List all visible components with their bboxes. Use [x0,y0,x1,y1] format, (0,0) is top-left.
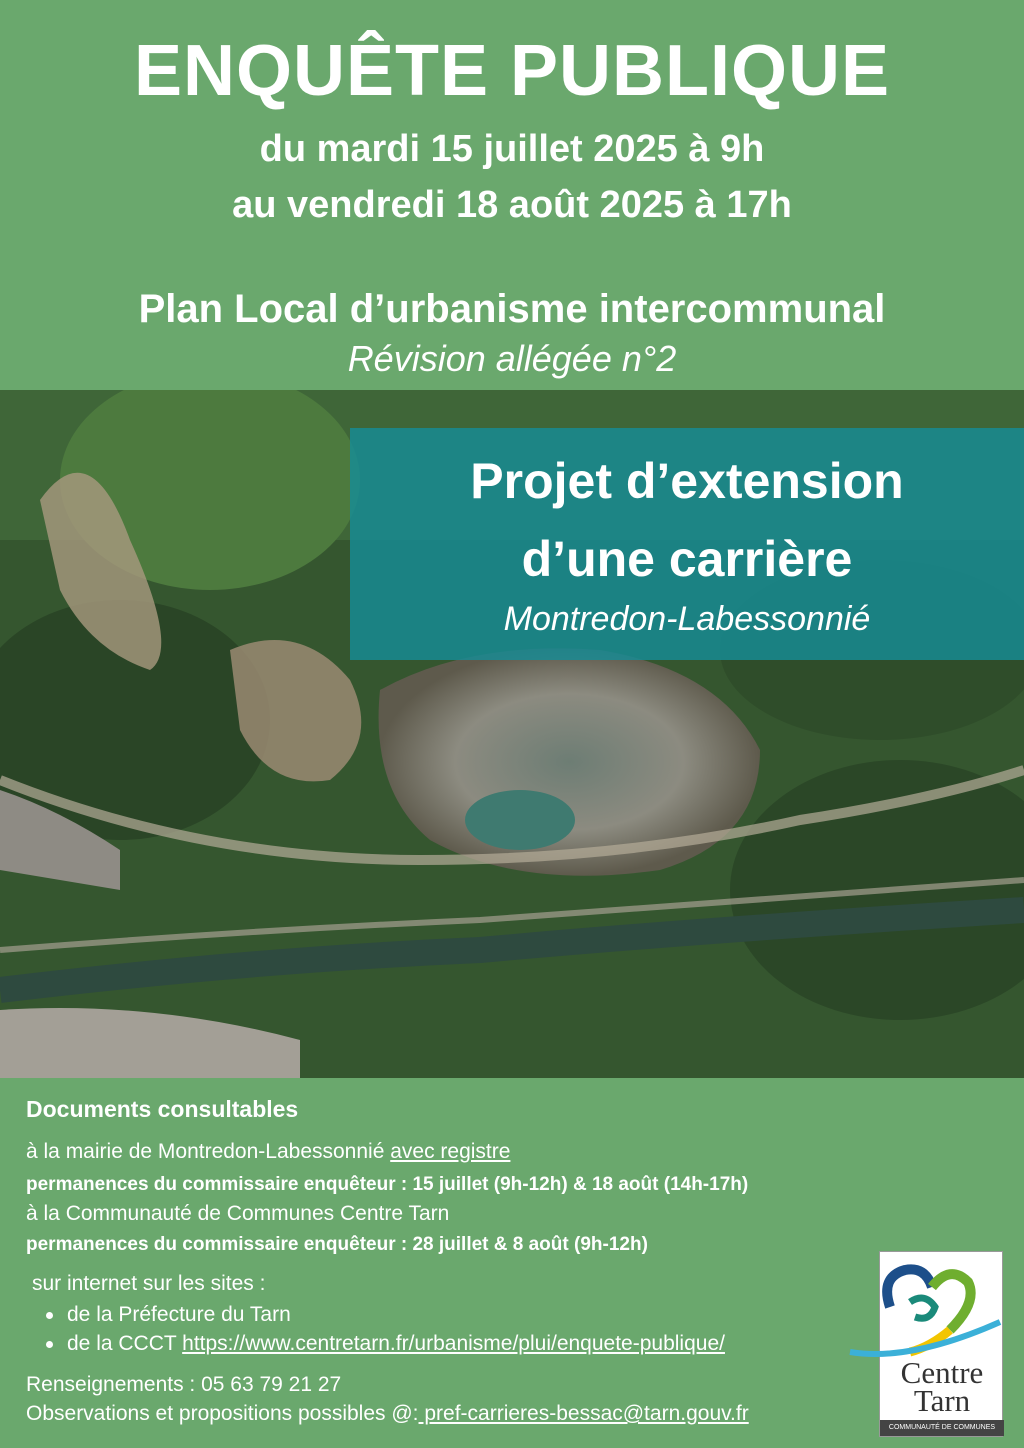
bullet-icon [46,1341,53,1348]
bullet-icon [46,1312,53,1319]
site-prefecture [46,1303,291,1327]
communaute-line: à la Communauté de Communes Centre Tarn [26,1202,450,1225]
site-ccct [46,1332,725,1356]
permanences-mairie: permanences du commissaire enquêteur : 15 juillet (9h-12h) & 18 août (14h-17h) [26,1174,749,1195]
registre-link[interactable]: avec registre [390,1140,511,1163]
renseignements-line: Renseignements : 05 63 79 21 27 [26,1373,342,1396]
permanences-communaute: permanences du commissaire enquêteur : 28 juillet & 8 août (9h-12h) [26,1234,648,1255]
internet-line: sur internet sur les sites : [32,1272,266,1295]
logo-subtitle: COMMUNAUTÉ DE COMMUNES [880,1420,1004,1436]
documents-heading: Documents consultables [26,1096,299,1122]
project-location: Montredon-Labessonnié [503,600,871,638]
revision-subtitle: Révision allégée n°2 [347,338,677,379]
project-banner [350,428,1024,660]
observations-text: Observations et propositions possibles @: [26,1402,419,1425]
site-ccct-text: de la CCCT [67,1332,183,1355]
observations-line [26,1402,749,1426]
mairie-line [26,1140,510,1164]
plan-title: Plan Local d’urbanisme intercommunal [138,287,886,331]
page-title: ENQUÊTE PUBLIQUE [133,31,891,111]
logo-name-line2: Tarn [913,1383,971,1418]
project-title-line2: d’une carrière [521,531,853,587]
date-end: au vendredi 18 août 2025 à 17h [232,184,792,226]
date-start: du mardi 15 juillet 2025 à 9h [259,128,765,170]
site-prefecture-text: de la Préfecture du Tarn [67,1303,291,1326]
project-title-line1: Projet d’extension [470,453,904,509]
logo-name-line1: Centre [900,1355,984,1390]
email-link[interactable]: pref-carrieres-bessac@tarn.gouv.fr [418,1402,749,1425]
heart-logo-icon [850,1252,974,1362]
centre-tarn-logo [879,1251,1003,1437]
header [0,0,1024,390]
ccct-url-link[interactable]: https://www.centretarn.fr/urbanisme/plui/enquete-publique/ [182,1332,725,1355]
mairie-text: à la mairie de Montredon-Labessonnié [26,1140,391,1163]
